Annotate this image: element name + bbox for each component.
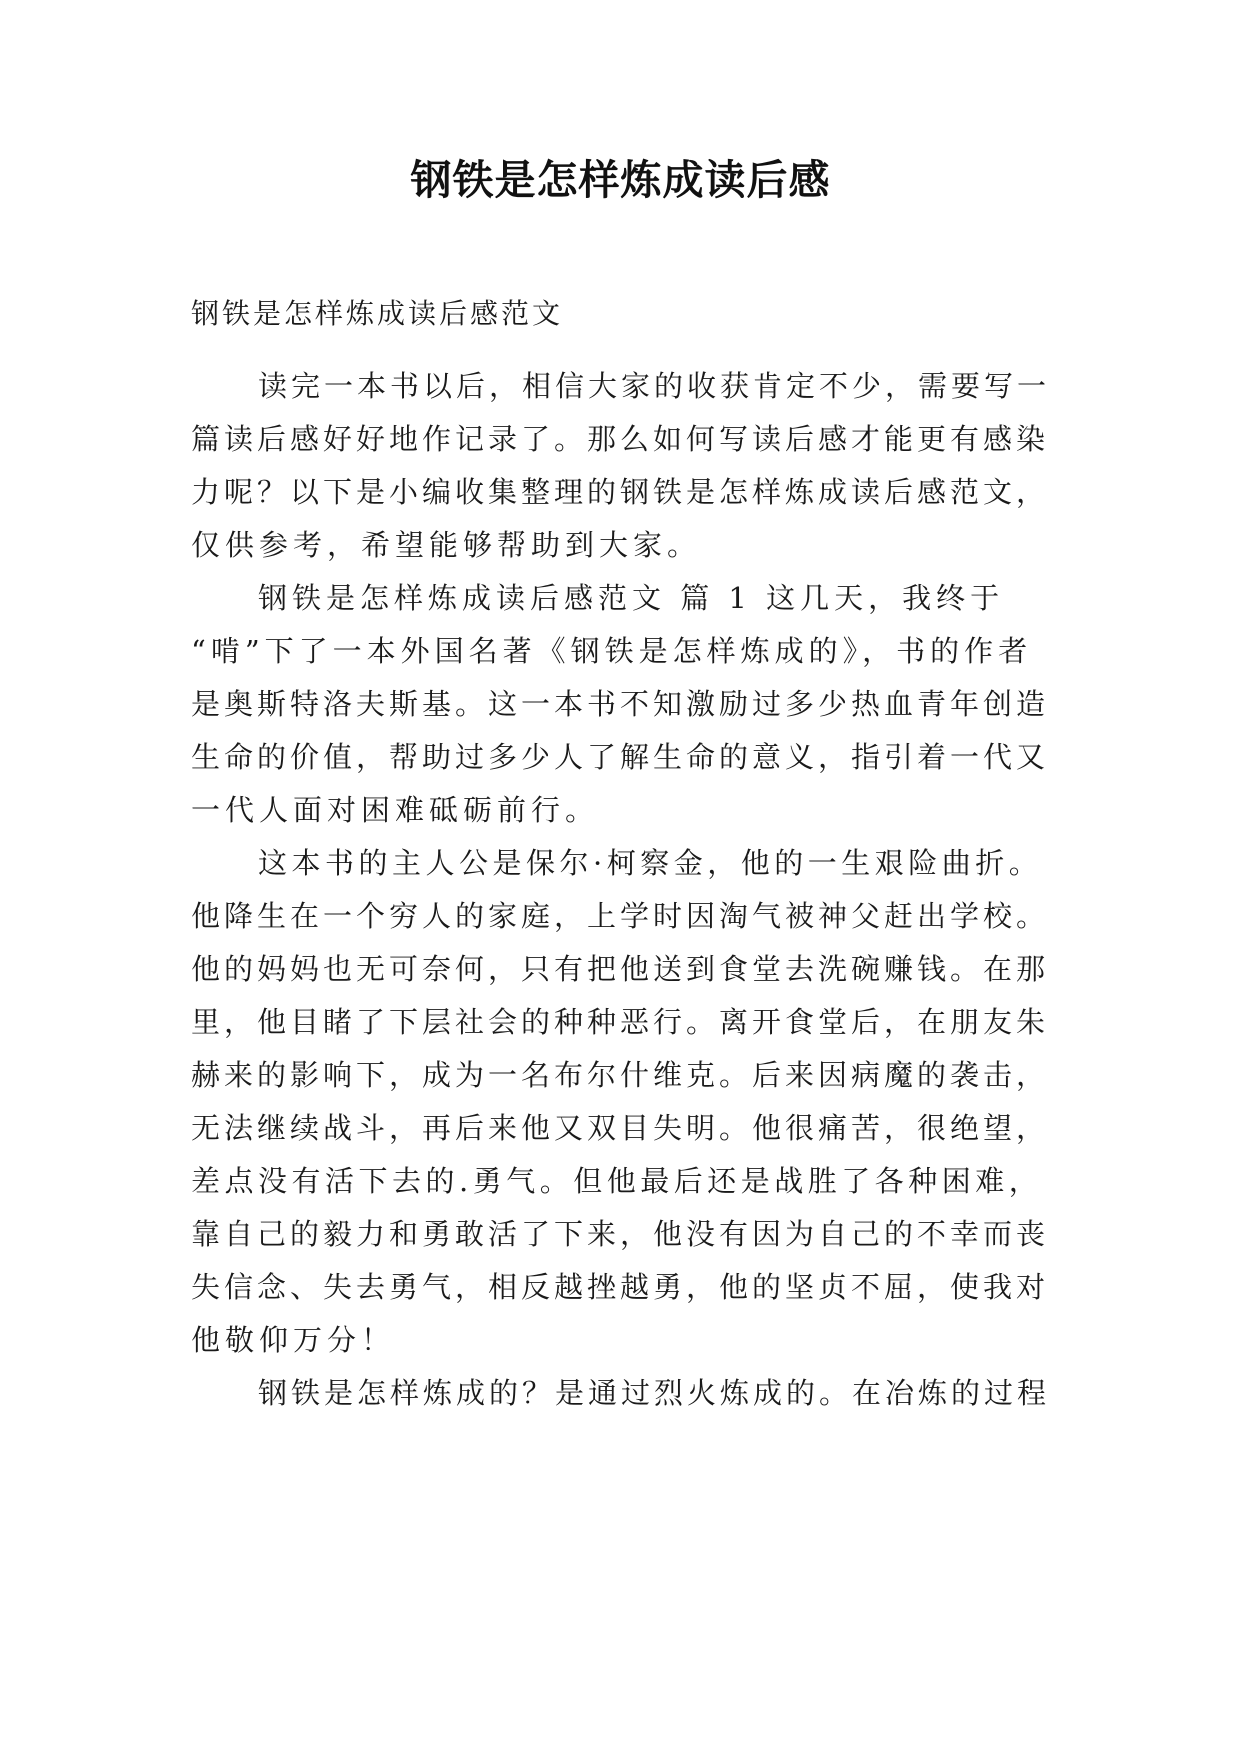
paragraph-line: 他降生在一个穷人的家庭，上学时因淘气被神父赶出学校。 [191, 899, 1050, 933]
paragraph-line: 差点没有活下去的.勇气。但他最后还是战胜了各种困难， [191, 1164, 1043, 1198]
paragraph-line: “啃”下了一本外国名著《钢铁是怎样炼成的》，书的作者 [191, 634, 1033, 668]
paragraph-line: 钢铁是怎样炼成的？是通过烈火炼成的。在冶炼的过程 [258, 1376, 1051, 1410]
paragraph-line: 里，他目睹了下层社会的种种恶行。离开食堂后，在朋友朱 [191, 1005, 1050, 1039]
paragraph-line: 读完一本书以后，相信大家的收获肯定不少，需要写一 [258, 369, 1051, 403]
paragraph-line: 靠自己的毅力和勇敢活了下来，他没有因为自己的不幸而丧 [191, 1217, 1050, 1251]
paragraph-line: 失信念、失去勇气，相反越挫越勇，他的坚贞不屈，使我对 [191, 1270, 1050, 1304]
paragraph-line: 是奥斯特洛夫斯基。这一本书不知激励过多少热血青年创造 [191, 687, 1050, 721]
document-subtitle: 钢铁是怎样炼成读后感范文 [191, 297, 564, 330]
paragraph-line: 赫来的影响下，成为一名布尔什维克。后来因病魔的袭击， [191, 1058, 1050, 1092]
paragraph-line: 篇读后感好好地作记录了。那么如何写读后感才能更有感染 [191, 422, 1050, 456]
paragraph-line: 无法继续战斗，再后来他又双目失明。他很痛苦，很绝望， [191, 1111, 1050, 1145]
paragraph-line: 他的妈妈也无可奈何，只有把他送到食堂去洗碗赚钱。在那 [191, 952, 1050, 986]
paragraph-line: 这本书的主人公是保尔·柯察金，他的一生艰险曲折。 [258, 846, 1043, 880]
paragraph-line: 力呢？以下是小编收集整理的钢铁是怎样炼成读后感范文， [191, 475, 1050, 509]
paragraph-line: 他敬仰万分！ [191, 1323, 396, 1357]
paragraph-line: 生命的价值，帮助过多少人了解生命的意义，指引着一代又 [191, 740, 1050, 774]
document-title: 钢铁是怎样炼成读后感 [410, 156, 831, 204]
paragraph-line: 仅供参考，希望能够帮助到大家。 [191, 528, 702, 562]
paragraph-line: 一代人面对困难砥砺前行。 [191, 793, 600, 827]
paragraph-line: 钢铁是怎样炼成读后感范文 篇 1 这几天，我终于 [258, 581, 1005, 615]
